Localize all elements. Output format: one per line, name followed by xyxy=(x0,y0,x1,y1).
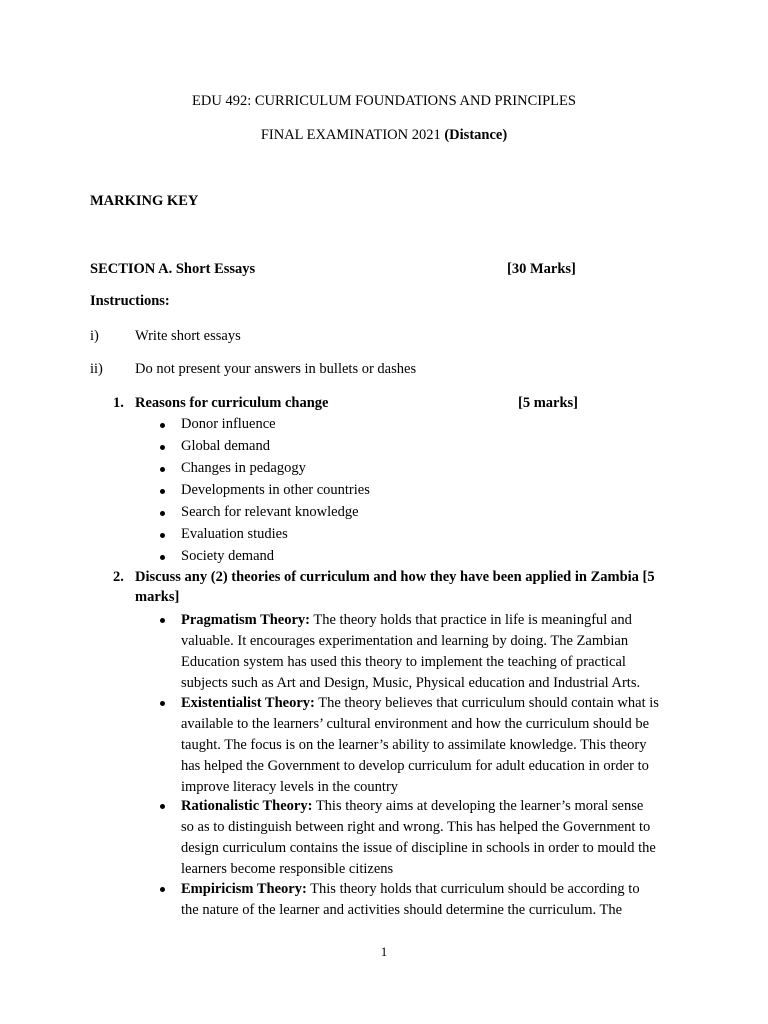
list-item: Developments in other countries xyxy=(181,482,370,498)
section-a-title: SECTION A. Short Essays xyxy=(90,261,256,277)
theory-text: learners become responsible citizens xyxy=(181,861,394,877)
theory-text: has helped the Government to develop curriculum for adult education in order to xyxy=(181,758,649,774)
instruction-text-1: Write short essays xyxy=(135,328,241,344)
q2-title-line2: marks] xyxy=(135,589,180,605)
theory-text: improve literacy levels in the country xyxy=(181,779,399,795)
theory-text: valuable. It encourages experimentation and learning by doing. The Zambian xyxy=(181,633,629,649)
theory-text: so as to distinguish between right and wrong. This has helped the Government to xyxy=(181,819,651,835)
list-item: Evaluation studies xyxy=(181,526,288,542)
theory-text: subjects such as Art and Design, Music, Physical education and Industrial Arts. xyxy=(181,675,641,691)
bullet-icon xyxy=(160,618,165,623)
bullet-icon xyxy=(160,533,165,538)
instruction-text-2: Do not present your answers in bullets or dashes xyxy=(135,361,417,377)
page-number: 1 xyxy=(380,944,388,959)
bullet-icon xyxy=(160,489,165,494)
theory-existentialist xyxy=(181,693,681,798)
theory-text: design curriculum contains the issue of discipline in schools in order to mould the xyxy=(181,840,656,856)
q2-title-line1: Discuss any (2) theories of curriculum and how they have been applied in Zambia [5 xyxy=(135,569,655,585)
instruction-num-1: i) xyxy=(90,328,99,344)
theory-name: Pragmatism Theory: xyxy=(181,612,310,628)
theory-text: The theory believes that curriculum should contain what is xyxy=(318,695,659,711)
bullet-icon xyxy=(160,423,165,428)
theory-text: This theory aims at developing the learner’s moral sense xyxy=(315,798,644,814)
q1-marks: [5 marks] xyxy=(518,395,579,411)
theory-name: Rationalistic Theory: xyxy=(181,798,313,814)
list-item: Global demand xyxy=(181,438,270,454)
instructions-label: Instructions: xyxy=(90,293,170,309)
bullet-icon xyxy=(160,887,165,892)
bullet-icon xyxy=(160,467,165,472)
theory-empiricism xyxy=(181,879,681,921)
q2-number: 2. xyxy=(113,569,124,585)
q1-number: 1. xyxy=(113,395,124,411)
theory-text: available to the learners’ cultural environment and how the curriculum should be xyxy=(181,716,650,732)
theory-text: The theory holds that practice in life is meaningful and xyxy=(313,612,632,628)
list-item: Changes in pedagogy xyxy=(181,460,306,476)
exam-title-line xyxy=(0,127,768,144)
q1-title: Reasons for curriculum change xyxy=(135,395,329,411)
bullet-icon xyxy=(160,445,165,450)
theory-rationalistic xyxy=(181,796,681,880)
theory-text: This theory holds that curriculum should be according to xyxy=(310,881,640,897)
bullet-icon xyxy=(160,701,165,706)
list-item: Search for relevant knowledge xyxy=(181,504,359,520)
marking-key-heading: MARKING KEY xyxy=(90,193,199,209)
course-title: EDU 492: CURRICULUM FOUNDATIONS AND PRINCIPLES xyxy=(192,93,576,109)
bullet-icon xyxy=(160,511,165,516)
theory-pragmatism xyxy=(181,610,681,694)
section-a-marks: [30 Marks] xyxy=(507,261,576,277)
list-item: Donor influence xyxy=(181,416,276,432)
exam-title: FINAL EXAMINATION 2021 xyxy=(260,127,441,143)
theory-text: the nature of the learner and activities should determine the curriculum. The xyxy=(181,902,623,918)
instruction-num-2: ii) xyxy=(90,361,103,377)
bullet-icon xyxy=(160,555,165,560)
exam-mode: (Distance) xyxy=(444,127,508,143)
bullet-icon xyxy=(160,804,165,809)
theory-name: Existentialist Theory: xyxy=(181,695,315,711)
theory-name: Empiricism Theory: xyxy=(181,881,307,897)
theory-text: Education system has used this theory to implement the teaching of practical xyxy=(181,654,626,670)
theory-text: taught. The focus is on the learner’s ability to assimilate knowledge. This theory xyxy=(181,737,647,753)
list-item: Society demand xyxy=(181,548,275,564)
